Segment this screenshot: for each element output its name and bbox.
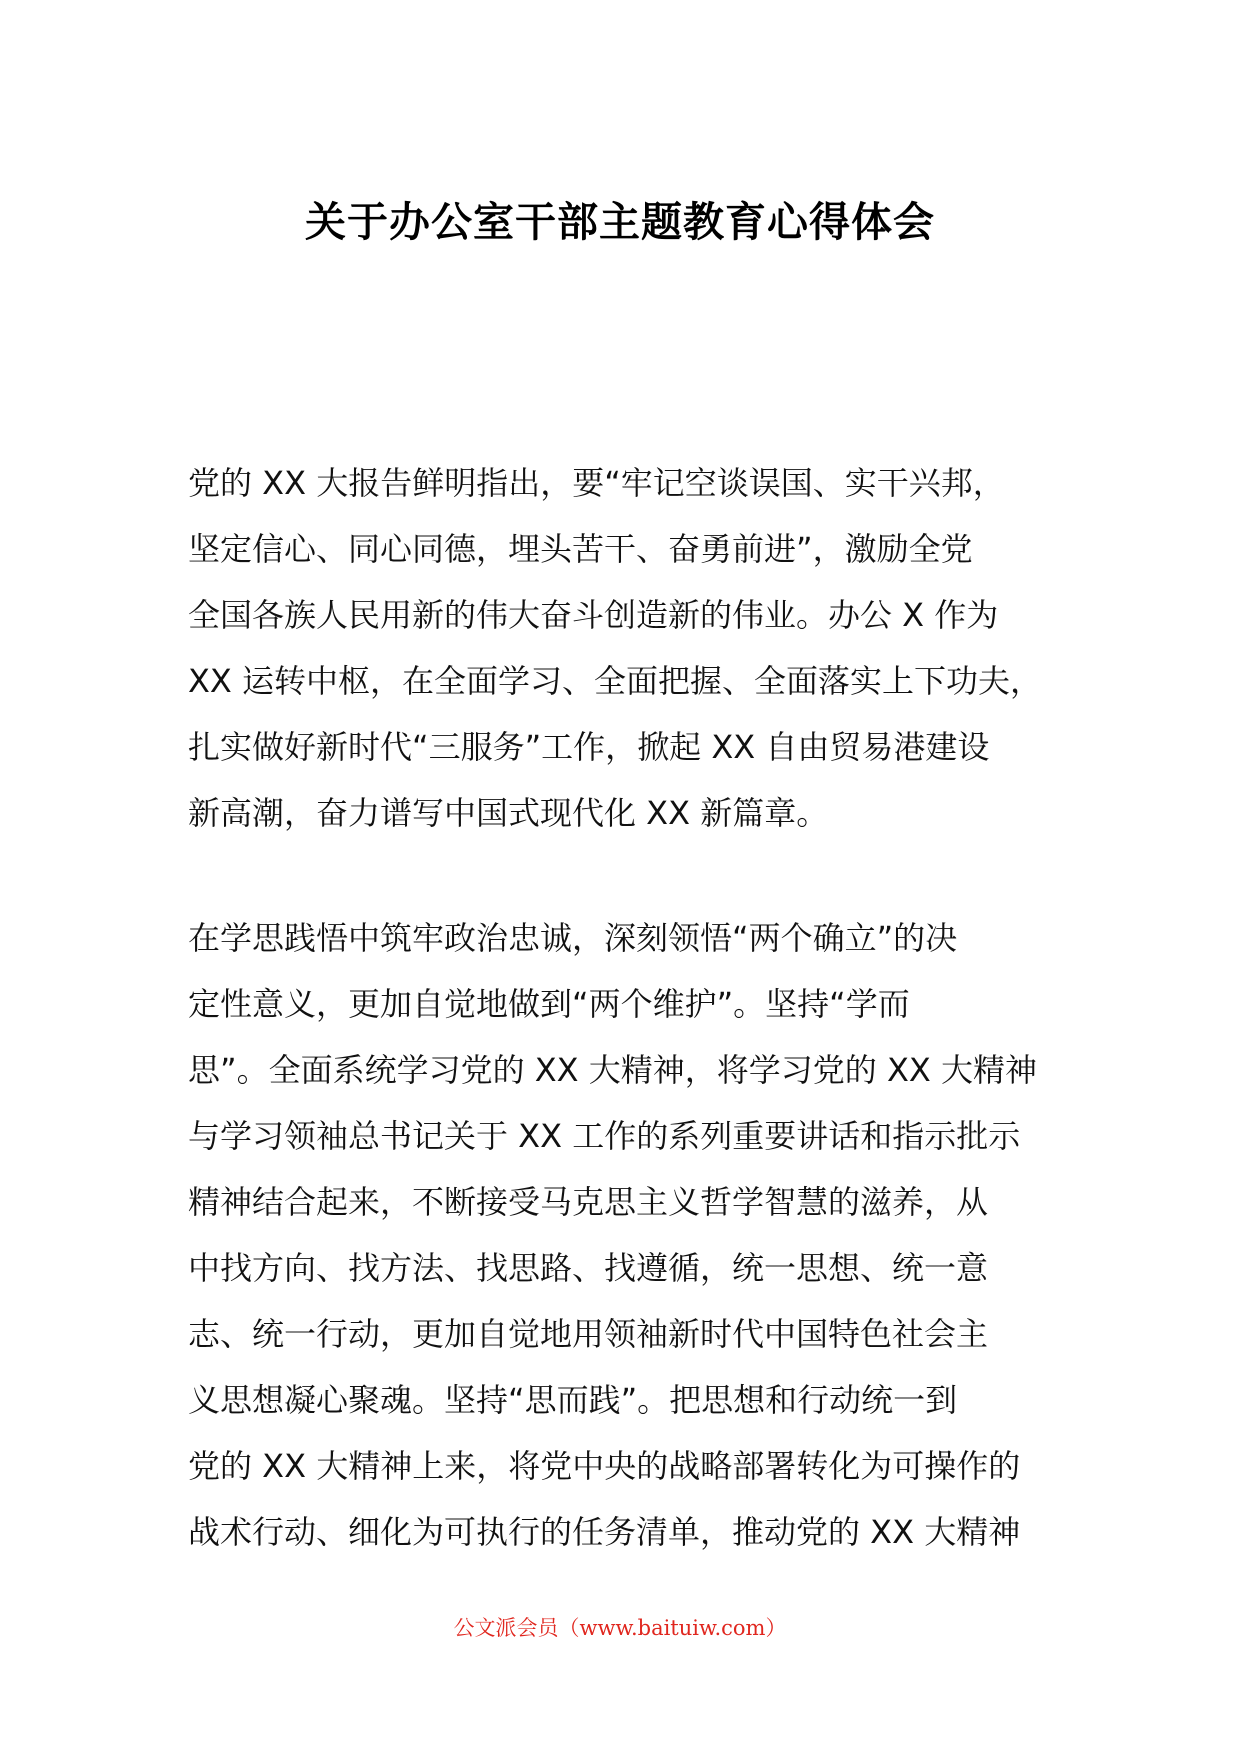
paragraph-1 (188, 450, 1098, 846)
paragraph-line: 扎实做好新时代“三服务”工作，掀起 XX 自由贸易港建设 (188, 728, 990, 766)
paragraph-2 (188, 905, 1098, 1565)
paragraph-line: 党的 XX 大精神上来，将党中央的战略部署转化为可操作的 (188, 1447, 1021, 1485)
paragraph-line: 中找方向、找方法、找思路、找遵循，统一思想、统一意 (188, 1249, 989, 1287)
paragraph-line: 坚定信心、同心同德，埋头苦干、奋勇前进”，激励全党 (188, 530, 973, 568)
paragraph-line: 思”。全面系统学习党的 XX 大精神，将学习党的 XX 大精神 (188, 1051, 1037, 1089)
paragraph-line: 战术行动、细化为可执行的任务清单，推动党的 XX 大精神 (188, 1513, 1021, 1551)
footer-watermark-link[interactable]: 公文派会员（www.baituiw.com） (453, 1616, 787, 1640)
paragraph-line: 与学习领袖总书记关于 XX 工作的系列重要讲话和指示批示 (188, 1117, 1021, 1155)
paragraph-line: 精神结合起来，不断接受马克思主义哲学智慧的滋养，从 (188, 1183, 989, 1221)
document-title: 关于办公室干部主题教育心得体会 (305, 198, 935, 246)
paragraph-line: 在学思践悟中筑牢政治忠诚，深刻领悟“两个确立”的决 (188, 919, 958, 957)
paragraph-line: XX 运转中枢，在全面学习、全面把握、全面落实上下功夫， (188, 662, 1043, 700)
paragraph-line: 义思想凝心聚魂。坚持“思而践”。把思想和行动统一到 (188, 1381, 958, 1419)
paragraph-line: 定性意义，更加自觉地做到“两个维护”。坚持“学而 (188, 985, 910, 1023)
paragraph-line: 新高潮，奋力谱写中国式现代化 XX 新篇章。 (188, 794, 829, 832)
paragraph-line: 志、统一行动，更加自觉地用领袖新时代中国特色社会主 (188, 1315, 989, 1353)
paragraph-line: 党的 XX 大报告鲜明指出，要“牢记空谈误国、实干兴邦， (188, 464, 1005, 502)
paragraph-line: 全国各族人民用新的伟大奋斗创造新的伟业。办公 X 作为 (188, 596, 999, 634)
